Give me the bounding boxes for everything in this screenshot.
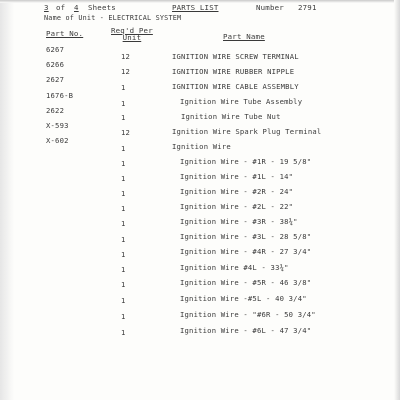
part-name: Ignition Wire - #2R - 24" [180, 187, 294, 196]
part-name: Ignition Wire - #6L - 47 3/4" [180, 326, 312, 335]
quantity: 1 [121, 113, 126, 122]
column-header-part-no: Part No. [46, 29, 84, 38]
of-label: of [56, 3, 66, 12]
part-name: Ignition Wire #4L - 33¾" [180, 263, 289, 272]
quantity: 12 [121, 52, 131, 61]
quantity: 1 [121, 83, 126, 92]
part-name: Ignition Wire - #2L - 22" [180, 202, 294, 211]
page-edge-right [394, 0, 400, 400]
document-title: PARTS LIST [172, 3, 219, 12]
part-name: Ignition Wire - #3R - 38¾" [180, 217, 298, 226]
part-number: 6267 [46, 45, 65, 54]
document-number: 2791 [298, 3, 317, 12]
part-number: 6266 [46, 60, 65, 69]
page-edge-left [0, 0, 14, 400]
quantity: 1 [121, 312, 126, 321]
part-name: Ignition Wire Spark Plug Terminal [172, 127, 322, 136]
quantity: 1 [121, 250, 126, 259]
quantity: 1 [121, 280, 126, 289]
quantity: 1 [121, 204, 126, 213]
column-header-part-name: Part Name [223, 32, 265, 41]
part-name: Ignition Wire - #5R - 46 3/8" [180, 278, 312, 287]
quantity: 1 [121, 99, 126, 108]
quantity: 1 [121, 235, 126, 244]
quantity: 1 [121, 174, 126, 183]
column-header-reqd: Req'd Per Unit [111, 26, 153, 42]
quantity: 1 [121, 296, 126, 305]
quantity: 1 [121, 159, 126, 168]
quantity: 1 [121, 328, 126, 337]
part-number: 2622 [46, 106, 65, 115]
number-label: Number [256, 3, 284, 12]
unit-name-line: Name of Unit - ELECTRICAL SYSTEM [44, 14, 182, 22]
part-name: Ignition Wire - #1R - 19 5/8" [180, 157, 312, 166]
part-name: Ignition Wire -#5L - 40 3/4" [180, 294, 307, 303]
sheet-total: 4 [74, 3, 79, 12]
sheets-label: Sheets [88, 3, 116, 12]
part-name: Ignition Wire Tube Nut [181, 112, 281, 121]
part-name: Ignition Wire - "#6R - 50 3/4" [180, 310, 316, 319]
part-name: IGNITION WIRE SCREW TERMINAL [172, 52, 299, 61]
part-number: 1676-B [46, 91, 74, 100]
quantity: 1 [121, 144, 126, 153]
part-name: Ignition Wire - #1L - 14" [180, 172, 294, 181]
quantity: 1 [121, 189, 126, 198]
part-number: X-593 [46, 121, 69, 130]
sheet-number: 3 [44, 3, 49, 12]
part-name: IGNITION WIRE CABLE ASSEMBLY [172, 82, 299, 91]
part-name: Ignition Wire [172, 142, 231, 151]
quantity: 1 [121, 219, 126, 228]
part-name: IGNITION WIRE RUBBER NIPPLE [172, 67, 295, 76]
part-name: Ignition Wire Tube Assembly [180, 97, 303, 106]
part-name: Ignition Wire - #3L - 28 5/8" [180, 232, 312, 241]
quantity: 12 [121, 128, 131, 137]
quantity: 12 [121, 67, 131, 76]
part-name: Ignition Wire - #4R - 27 3/4" [180, 247, 312, 256]
quantity: 1 [121, 265, 126, 274]
part-number: X-602 [46, 136, 69, 145]
part-number: 2627 [46, 75, 65, 84]
